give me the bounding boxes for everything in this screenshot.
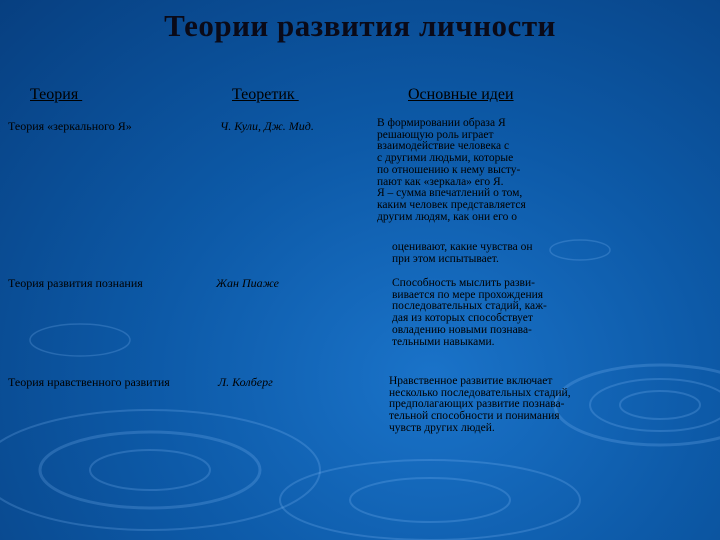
slide-title: Теории развития личности: [164, 8, 556, 43]
theory-ideas: Нравственное развитие включает несколько последовательных стадий, предполагающих развитие познава- тельной способности и понимания чувств других людей.: [389, 375, 571, 434]
theory-name: Теория «зеркального Я»: [8, 119, 132, 133]
theory-name: Теория нравственного развития: [8, 375, 170, 389]
theory-ideas: Способность мыслить разви- вивается по мере прохождения последовательных стадий, каж- дая из которых способствует овладению новыми познава- тельными навыками.: [392, 277, 547, 348]
theory-ideas: В формировании образа Я решающую роль играет взаимодействие человека с с другими людьми, которые по отношению к нему высту- пают как «зеркала» его Я. Я – сумма впечатлений о том, каким человек представляется другим людям, как они его о: [377, 117, 526, 223]
theorist-name: Жан Пиаже: [216, 276, 279, 290]
column-header-theory: Теория: [30, 86, 83, 103]
column-header-ideas: Основные идеи: [408, 86, 514, 103]
column-header-theorist: Теоретик: [232, 86, 299, 103]
theorist-name: Ч. Кули, Дж. Мид.: [220, 119, 314, 133]
theory-name: Теория развития познания: [8, 276, 143, 290]
theory-ideas-continued: оценивают, какие чувства он при этом испытывает.: [392, 241, 533, 265]
theorist-name: Л. Колберг: [218, 375, 273, 389]
